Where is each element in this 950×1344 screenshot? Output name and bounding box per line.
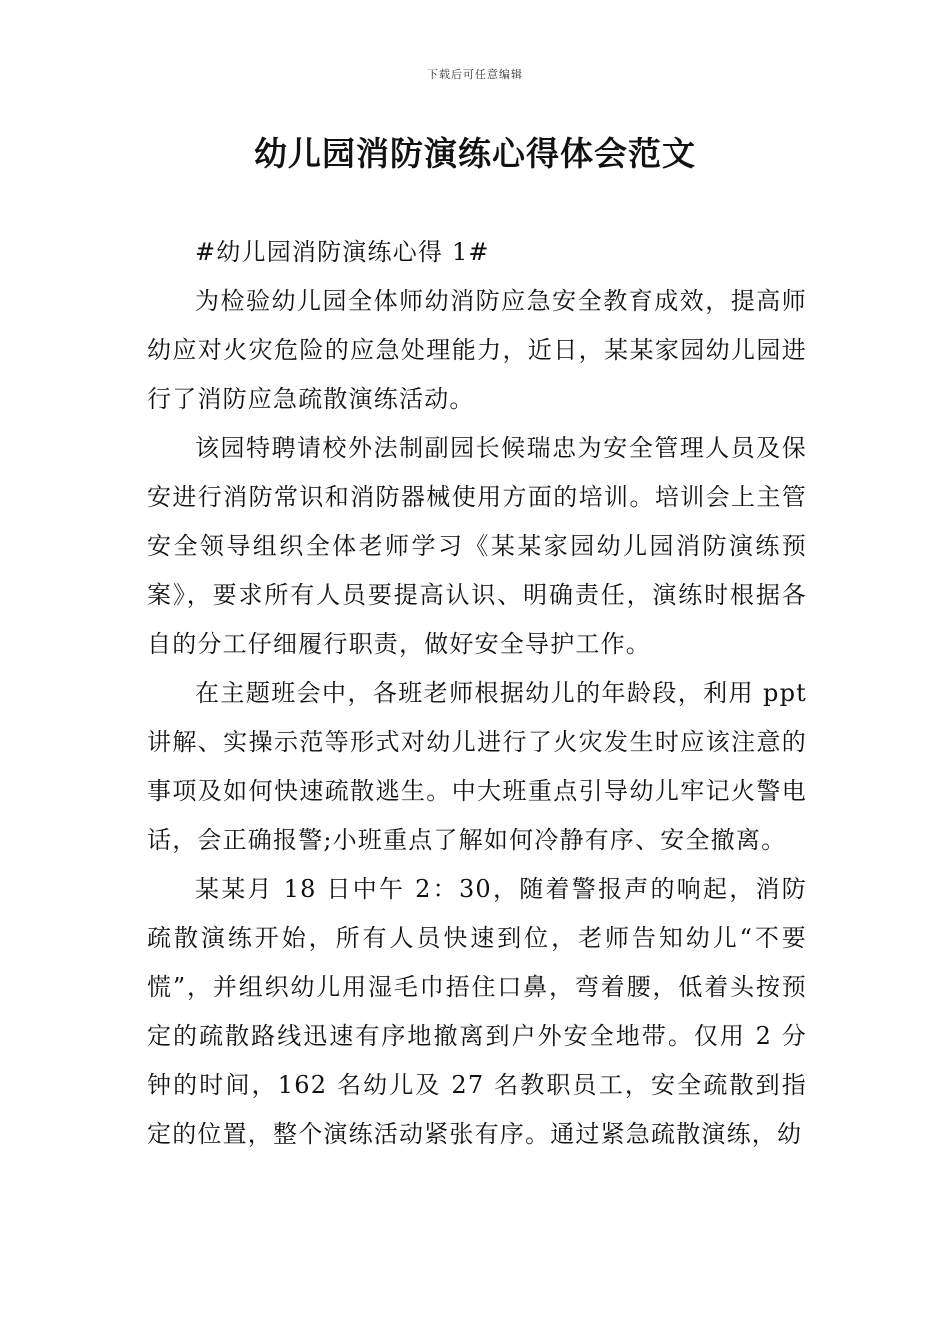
- paragraph-4: 某某月 18 日中午 2：30，随着警报声的响起，消防疏散演练开始，所有人员快速到位，老师告知幼儿“不要慌”，并组织幼儿用湿毛巾捂住口鼻，弯着腰，低着头按预定的疏散路线迅速有序地撤离到户外安全地带。仅用 2 分钟的时间，162 名幼儿及 27 名教职员工，安全疏散到指定的位置，整个演练活动紧张有序。通过紧急疏散演练，幼: [147, 875, 807, 1148]
- section-heading: #幼儿园消防演练心得 1#: [195, 238, 490, 266]
- paragraph-2: 该园特聘请校外法制副园长候瑞忠为安全管理人员及保安进行消防常识和消防器械使用方面的培训。培训会上主管安全领导组织全体老师学习《某某家园幼儿园消防演练预案》，要求所有人员要提高认识、明确责任，演练时根据各自的分工仔细履行职责，做好安全导护工作。: [147, 434, 807, 658]
- document-title: 幼儿园消防演练心得体会范文: [254, 134, 696, 173]
- header-note: 下载后可任意编辑: [427, 68, 523, 81]
- paragraph-3: 在主题班会中，各班老师根据幼儿的年龄段，利用 ppt 讲解、实操示范等形式对幼儿进行了火灾发生时应该注意的事项及如何快速疏散逃生。中大班重点引导幼儿牢记火警电话，会正确报警;小班重点了解如何冷静有序、安全撤离。: [147, 679, 807, 854]
- paragraph-1: 为检验幼儿园全体师幼消防应急安全教育成效，提高师幼应对火灾危险的应急处理能力，近日，某某家园幼儿园进行了消防应急疏散演练活动。: [147, 287, 807, 413]
- document-body: [147, 228, 807, 1159]
